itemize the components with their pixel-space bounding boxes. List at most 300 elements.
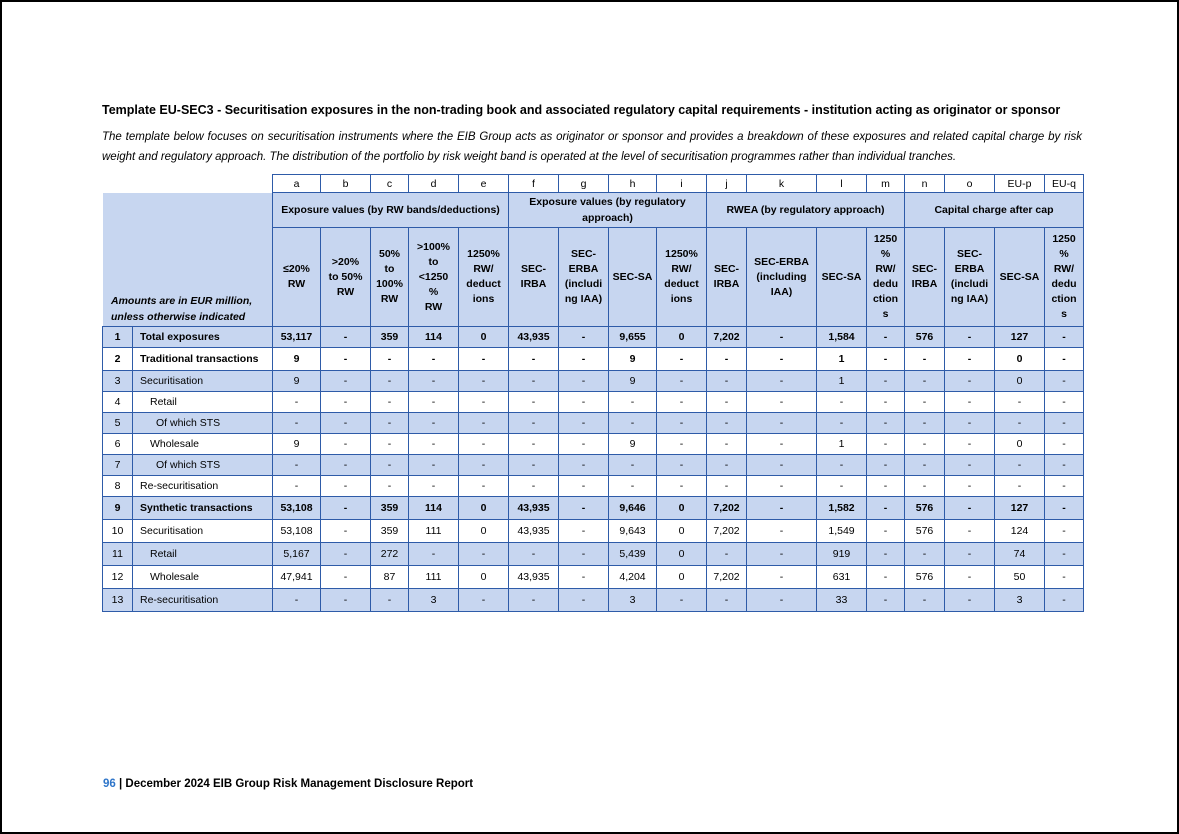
column-group-header: Capital charge after cap xyxy=(905,193,1084,228)
table-cell: - xyxy=(1045,543,1084,566)
table-cell: - xyxy=(945,476,995,497)
table-cell: 919 xyxy=(817,543,867,566)
table-cell: 576 xyxy=(905,520,945,543)
column-group-header: RWEA (by regulatory approach) xyxy=(707,193,905,228)
table-cell: 124 xyxy=(995,520,1045,543)
column-header-line: SEC-SA xyxy=(999,270,1040,283)
table-cell: 1,582 xyxy=(817,497,867,520)
table-cell: - xyxy=(459,455,509,476)
table-cell: - xyxy=(409,348,459,371)
row-label: Traditional transactions xyxy=(133,348,273,371)
table-cell: 5,439 xyxy=(609,543,657,566)
column-letter: EU-q xyxy=(1045,175,1084,193)
table-cell: - xyxy=(707,589,747,612)
table-cell: 1 xyxy=(817,434,867,455)
table-cell: - xyxy=(321,392,371,413)
row-number: 5 xyxy=(103,413,133,434)
column-header-line: ng IAA) xyxy=(950,293,989,305)
table-cell: - xyxy=(321,497,371,520)
column-header-line: deduct xyxy=(664,278,699,290)
table-cell: - xyxy=(409,371,459,392)
table-cell: - xyxy=(509,413,559,434)
table-cell: - xyxy=(747,520,817,543)
table-cell: - xyxy=(867,455,905,476)
column-header xyxy=(707,228,747,327)
table-cell: - xyxy=(371,434,409,455)
table-cell: - xyxy=(905,392,945,413)
column-letter: h xyxy=(609,175,657,193)
column-header-line: ERBA xyxy=(954,263,985,275)
column-header-line: IAA) xyxy=(770,285,793,298)
table-cell: - xyxy=(905,589,945,612)
table-cell: - xyxy=(747,543,817,566)
table-cell: 576 xyxy=(905,497,945,520)
table-cell: 9 xyxy=(609,348,657,371)
column-letter: f xyxy=(509,175,559,193)
table-cell: - xyxy=(559,497,609,520)
table-cell: - xyxy=(509,455,559,476)
table-cell: - xyxy=(1045,455,1084,476)
table-cell: 0 xyxy=(995,371,1045,392)
column-header xyxy=(559,228,609,327)
table-cell: - xyxy=(371,348,409,371)
table-cell: 9 xyxy=(273,348,321,371)
table-cell: 9,655 xyxy=(609,327,657,348)
column-header xyxy=(867,228,905,327)
row-label: Of which STS xyxy=(133,455,273,476)
table-cell: - xyxy=(609,476,657,497)
table-cell: - xyxy=(747,371,817,392)
table-cell: - xyxy=(509,348,559,371)
table-cell: - xyxy=(273,455,321,476)
table-cell: 43,935 xyxy=(509,497,559,520)
column-header-line: ction xyxy=(872,293,899,305)
column-header-line: SEC- xyxy=(713,263,740,275)
table-cell: - xyxy=(321,566,371,589)
table-cell: - xyxy=(609,392,657,413)
column-header-line: RW/ xyxy=(671,263,692,275)
table-cell: - xyxy=(747,434,817,455)
column-header-line: SEC- xyxy=(570,248,597,260)
table-cell: 9,643 xyxy=(609,520,657,543)
table-cell: - xyxy=(559,434,609,455)
table-cell: - xyxy=(321,455,371,476)
column-letter: k xyxy=(747,175,817,193)
table-cell: - xyxy=(867,434,905,455)
table-cell: - xyxy=(867,520,905,543)
column-letter: l xyxy=(817,175,867,193)
table-cell: - xyxy=(905,543,945,566)
table-cell: - xyxy=(817,392,867,413)
column-header xyxy=(409,228,459,327)
column-header xyxy=(905,228,945,327)
table-cell: - xyxy=(995,392,1045,413)
table-cell: - xyxy=(707,434,747,455)
table-cell: 33 xyxy=(817,589,867,612)
table-cell: - xyxy=(945,434,995,455)
column-letter: i xyxy=(657,175,707,193)
table-cell: 1 xyxy=(817,348,867,371)
table-cell: - xyxy=(459,371,509,392)
table-cell: - xyxy=(559,476,609,497)
column-header-line: ≤20% xyxy=(283,263,310,275)
table-cell: 43,935 xyxy=(509,566,559,589)
column-header-line: % xyxy=(880,248,891,260)
table-row xyxy=(103,348,1084,371)
page-number: 96 xyxy=(103,778,116,790)
table-cell: 3 xyxy=(409,589,459,612)
table-cell: - xyxy=(559,392,609,413)
column-header-line: % xyxy=(1059,248,1069,260)
column-header xyxy=(1045,228,1084,327)
table-cell: 9,646 xyxy=(609,497,657,520)
table-row xyxy=(103,476,1084,497)
table-cell: 359 xyxy=(371,497,409,520)
column-group-header: Exposure values (by regulatory approach) xyxy=(509,193,707,228)
footer-report-title: December 2024 EIB Group Risk Management Disclosure Report xyxy=(125,778,474,790)
row-number: 10 xyxy=(103,520,133,543)
row-label: Synthetic transactions xyxy=(133,497,273,520)
table-cell: 272 xyxy=(371,543,409,566)
table-body xyxy=(103,327,1084,612)
column-header-line: ng IAA) xyxy=(564,293,603,305)
column-header-line: IRBA xyxy=(713,278,740,290)
table-cell: - xyxy=(321,413,371,434)
column-header-line: 1250 xyxy=(1052,233,1076,245)
table-cell: - xyxy=(321,543,371,566)
table-cell: - xyxy=(559,371,609,392)
column-header-line: ERBA xyxy=(568,263,599,275)
amount-note-line-2: unless otherwise indicated xyxy=(111,311,246,323)
table-cell: 1,584 xyxy=(817,327,867,348)
column-letter: EU-p xyxy=(995,175,1045,193)
table-cell: 127 xyxy=(995,327,1045,348)
table-cell: - xyxy=(905,476,945,497)
column-letters-row xyxy=(103,175,1084,193)
column-header xyxy=(817,228,867,327)
column-header-line: RW xyxy=(424,300,443,313)
table-cell: - xyxy=(657,392,707,413)
row-label: Retail xyxy=(133,543,273,566)
table-cell: 7,202 xyxy=(707,566,747,589)
table-cell: - xyxy=(371,371,409,392)
table-cell: 576 xyxy=(905,327,945,348)
table-row xyxy=(103,371,1084,392)
table-cell: 0 xyxy=(459,520,509,543)
table-cell: 0 xyxy=(657,327,707,348)
table-cell: 50 xyxy=(995,566,1045,589)
column-header-line: s xyxy=(1061,308,1067,320)
table-row xyxy=(103,455,1084,476)
table-row xyxy=(103,497,1084,520)
row-number: 7 xyxy=(103,455,133,476)
row-label: Of which STS xyxy=(133,413,273,434)
column-header xyxy=(945,228,995,327)
table-cell: - xyxy=(509,476,559,497)
table-cell: - xyxy=(559,566,609,589)
table-cell: - xyxy=(1045,434,1084,455)
table-cell: - xyxy=(995,476,1045,497)
table-cell: 7,202 xyxy=(707,497,747,520)
table-cell: 43,935 xyxy=(509,327,559,348)
table-cell: - xyxy=(945,589,995,612)
column-letter: g xyxy=(559,175,609,193)
column-header-line: RW/ xyxy=(1053,263,1075,275)
column-header-line: <1250 xyxy=(418,270,449,283)
table-cell: 114 xyxy=(409,327,459,348)
column-header-line: to xyxy=(428,255,439,268)
table-cell: 111 xyxy=(409,566,459,589)
table-row xyxy=(103,413,1084,434)
row-number: 8 xyxy=(103,476,133,497)
column-letter: b xyxy=(321,175,371,193)
row-label: Retail xyxy=(133,392,273,413)
table-cell: - xyxy=(905,348,945,371)
column-header-line: to xyxy=(384,263,395,275)
table-cell: - xyxy=(707,371,747,392)
column-header-line: SEC-ERBA xyxy=(754,255,809,268)
column-header xyxy=(459,228,509,327)
table-cell: 576 xyxy=(905,566,945,589)
column-header-line: 100% xyxy=(376,278,403,290)
table-cell: - xyxy=(1045,497,1084,520)
row-label: Re-securitisation xyxy=(133,589,273,612)
table-row xyxy=(103,589,1084,612)
table-cell: 9 xyxy=(609,371,657,392)
table-cell: - xyxy=(321,327,371,348)
table-cell: - xyxy=(945,348,995,371)
column-header xyxy=(273,228,321,327)
table-cell: 0 xyxy=(657,497,707,520)
column-header-line: RW xyxy=(380,293,399,305)
table-cell: 47,941 xyxy=(273,566,321,589)
column-letter: m xyxy=(867,175,905,193)
column-header-line: RW/ xyxy=(875,263,896,275)
table-cell: - xyxy=(1045,413,1084,434)
table-cell: - xyxy=(995,455,1045,476)
column-header-line: deduct xyxy=(466,278,501,290)
table-cell: - xyxy=(459,476,509,497)
table-cell: - xyxy=(945,327,995,348)
table-cell: - xyxy=(867,371,905,392)
table-cell: - xyxy=(409,476,459,497)
table-cell: - xyxy=(1045,520,1084,543)
column-header-line: ction xyxy=(1051,293,1077,305)
table-cell: - xyxy=(559,543,609,566)
table-cell: 1 xyxy=(817,371,867,392)
table-cell: - xyxy=(1045,392,1084,413)
table-cell: 53,108 xyxy=(273,520,321,543)
table-cell: - xyxy=(321,371,371,392)
table-cell: - xyxy=(707,413,747,434)
table-cell: - xyxy=(321,476,371,497)
table-cell: - xyxy=(867,476,905,497)
table-row xyxy=(103,543,1084,566)
table-cell: - xyxy=(459,434,509,455)
table-cell: - xyxy=(321,348,371,371)
table-cell: - xyxy=(747,476,817,497)
column-header-line: ions xyxy=(472,293,495,305)
table-cell: - xyxy=(609,413,657,434)
column-header-line: 50% xyxy=(378,248,400,260)
table-row xyxy=(103,566,1084,589)
table-cell: - xyxy=(657,348,707,371)
table-cell: 9 xyxy=(273,371,321,392)
table-cell: - xyxy=(1045,348,1084,371)
table-cell: 0 xyxy=(459,566,509,589)
row-number: 4 xyxy=(103,392,133,413)
column-header xyxy=(509,228,559,327)
table-cell: - xyxy=(559,348,609,371)
table-cell: 43,935 xyxy=(509,520,559,543)
table-cell: - xyxy=(459,543,509,566)
column-header xyxy=(609,228,657,327)
table-cell: - xyxy=(409,413,459,434)
row-label: Securitisation xyxy=(133,520,273,543)
table-cell: - xyxy=(371,455,409,476)
table-cell: - xyxy=(945,543,995,566)
column-header-line: SEC- xyxy=(911,263,938,275)
column-header-line: IRBA xyxy=(520,278,547,290)
table-cell: - xyxy=(609,455,657,476)
column-header-line: (includi xyxy=(950,278,989,290)
table-cell: - xyxy=(867,413,905,434)
column-header-line: RW xyxy=(287,278,306,290)
table-cell: 5,167 xyxy=(273,543,321,566)
column-letter: o xyxy=(945,175,995,193)
table-cell: - xyxy=(817,476,867,497)
table-cell: - xyxy=(867,327,905,348)
table-cell: 0 xyxy=(657,543,707,566)
table-cell: 359 xyxy=(371,520,409,543)
row-label: Re-securitisation xyxy=(133,476,273,497)
column-header-line: 1250% xyxy=(467,248,500,260)
table-cell: - xyxy=(747,413,817,434)
table-cell: 53,117 xyxy=(273,327,321,348)
column-header-line: RW/ xyxy=(473,263,494,275)
table-cell: 7,202 xyxy=(707,327,747,348)
table-cell: - xyxy=(747,497,817,520)
table-cell: - xyxy=(747,392,817,413)
column-groups-row xyxy=(103,193,1084,228)
table-cell: - xyxy=(509,434,559,455)
table-cell: 3 xyxy=(995,589,1045,612)
column-header-line: s xyxy=(882,308,889,320)
table-cell: 1,549 xyxy=(817,520,867,543)
column-header-line: 1250 xyxy=(873,233,898,245)
table-cell: - xyxy=(459,589,509,612)
table-cell: 87 xyxy=(371,566,409,589)
table-cell: - xyxy=(273,589,321,612)
table-cell: - xyxy=(945,413,995,434)
table-cell: - xyxy=(409,392,459,413)
header-corner xyxy=(103,175,273,193)
table-cell: - xyxy=(1045,327,1084,348)
row-number: 13 xyxy=(103,589,133,612)
table-cell: 127 xyxy=(995,497,1045,520)
column-header-line: (including xyxy=(756,270,807,283)
column-group-header: Exposure values (by RW bands/deductions) xyxy=(273,193,509,228)
column-letter: a xyxy=(273,175,321,193)
row-number: 6 xyxy=(103,434,133,455)
table-cell: - xyxy=(945,566,995,589)
table-cell: - xyxy=(371,589,409,612)
column-header-line: dedu xyxy=(872,278,899,290)
table-cell: 0 xyxy=(995,348,1045,371)
column-letter: c xyxy=(371,175,409,193)
column-header-line: % xyxy=(428,285,439,298)
column-letter: j xyxy=(707,175,747,193)
table-cell: 9 xyxy=(609,434,657,455)
column-header xyxy=(995,228,1045,327)
table-cell: - xyxy=(945,371,995,392)
table-cell: - xyxy=(747,589,817,612)
amount-note xyxy=(103,193,273,327)
table-cell: - xyxy=(559,327,609,348)
column-header-line: >20% xyxy=(331,255,360,268)
row-number: 3 xyxy=(103,371,133,392)
column-header-line: IRBA xyxy=(911,278,938,290)
table-cell: 631 xyxy=(817,566,867,589)
table-cell: - xyxy=(867,589,905,612)
table-cell: - xyxy=(509,589,559,612)
table-cell: - xyxy=(707,476,747,497)
column-header-line: 1250% xyxy=(665,248,698,260)
template-title: Template EU-SEC3 - Securitisation exposures in the non-trading book and associated regulatory capital requirements - institution acting as originator or sponsor xyxy=(102,103,1061,117)
table-cell: - xyxy=(707,392,747,413)
column-header-line: (includi xyxy=(564,278,603,290)
table-cell: - xyxy=(371,476,409,497)
table-cell: - xyxy=(1045,371,1084,392)
table-cell: 53,108 xyxy=(273,497,321,520)
table-row xyxy=(103,392,1084,413)
column-header-line: dedu xyxy=(1051,278,1077,290)
table-cell: - xyxy=(559,520,609,543)
column-header-line: SEC- xyxy=(956,248,983,260)
table-cell: - xyxy=(321,520,371,543)
row-number: 11 xyxy=(103,543,133,566)
table-cell: - xyxy=(747,348,817,371)
table-cell: 0 xyxy=(459,327,509,348)
table-cell: - xyxy=(905,371,945,392)
table-cell: - xyxy=(509,371,559,392)
table-cell: - xyxy=(905,455,945,476)
table-cell: - xyxy=(995,413,1045,434)
column-header xyxy=(747,228,817,327)
table-cell: - xyxy=(657,455,707,476)
table-cell: 7,202 xyxy=(707,520,747,543)
amount-note-line-1: Amounts are in EUR million, xyxy=(111,295,253,307)
table-cell: - xyxy=(657,413,707,434)
table-cell: - xyxy=(1045,566,1084,589)
table-cell: - xyxy=(657,371,707,392)
column-header-line: SEC-SA xyxy=(821,270,862,283)
table-cell: - xyxy=(747,327,817,348)
table-cell: - xyxy=(273,392,321,413)
table-cell: 0 xyxy=(657,566,707,589)
column-letter: d xyxy=(409,175,459,193)
column-header-line: >100% xyxy=(417,240,450,253)
table-cell: - xyxy=(707,348,747,371)
table-cell: - xyxy=(459,392,509,413)
column-header xyxy=(371,228,409,327)
column-header-line: ions xyxy=(670,293,693,305)
table-cell: - xyxy=(945,520,995,543)
table-cell: - xyxy=(657,434,707,455)
table-cell: - xyxy=(945,497,995,520)
table-cell: - xyxy=(273,413,321,434)
table-cell: 4,204 xyxy=(609,566,657,589)
